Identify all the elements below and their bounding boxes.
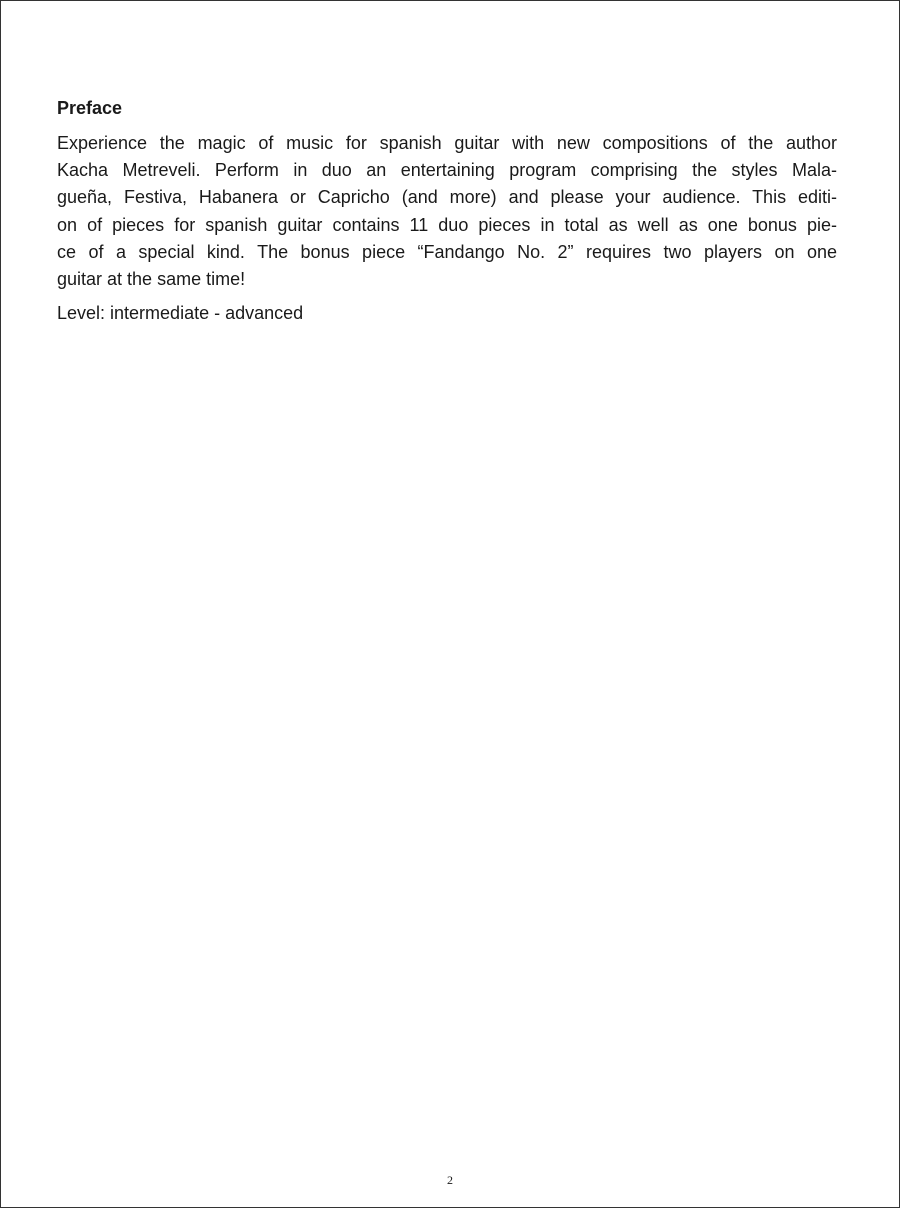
paragraph-line: guitar at the same time! [57,269,246,290]
preface-paragraph [57,130,837,293]
page-number: 2 [447,1173,453,1187]
paragraph-line: Experience the magic of music for spanish guitar with new compositions of the author [57,133,837,153]
paragraph-line: ce of a special kind. The bonus piece “Fandango No. 2” requires two players on one [57,241,837,262]
paragraph-line: on of pieces for spanish guitar contains 11 duo pieces in total as well as one bonus pie- [57,214,837,235]
preface-heading: Preface [57,98,123,118]
difficulty-level: Level: intermediate - advanced [57,303,304,324]
page-content [57,96,837,325]
paragraph-line: gueña, Festiva, Habanera or Capricho (and more) and please your audience. This editi- [57,187,837,208]
paragraph-line: Kacha Metreveli. Perform in duo an entertaining program comprising the styles Mala- [57,160,837,181]
